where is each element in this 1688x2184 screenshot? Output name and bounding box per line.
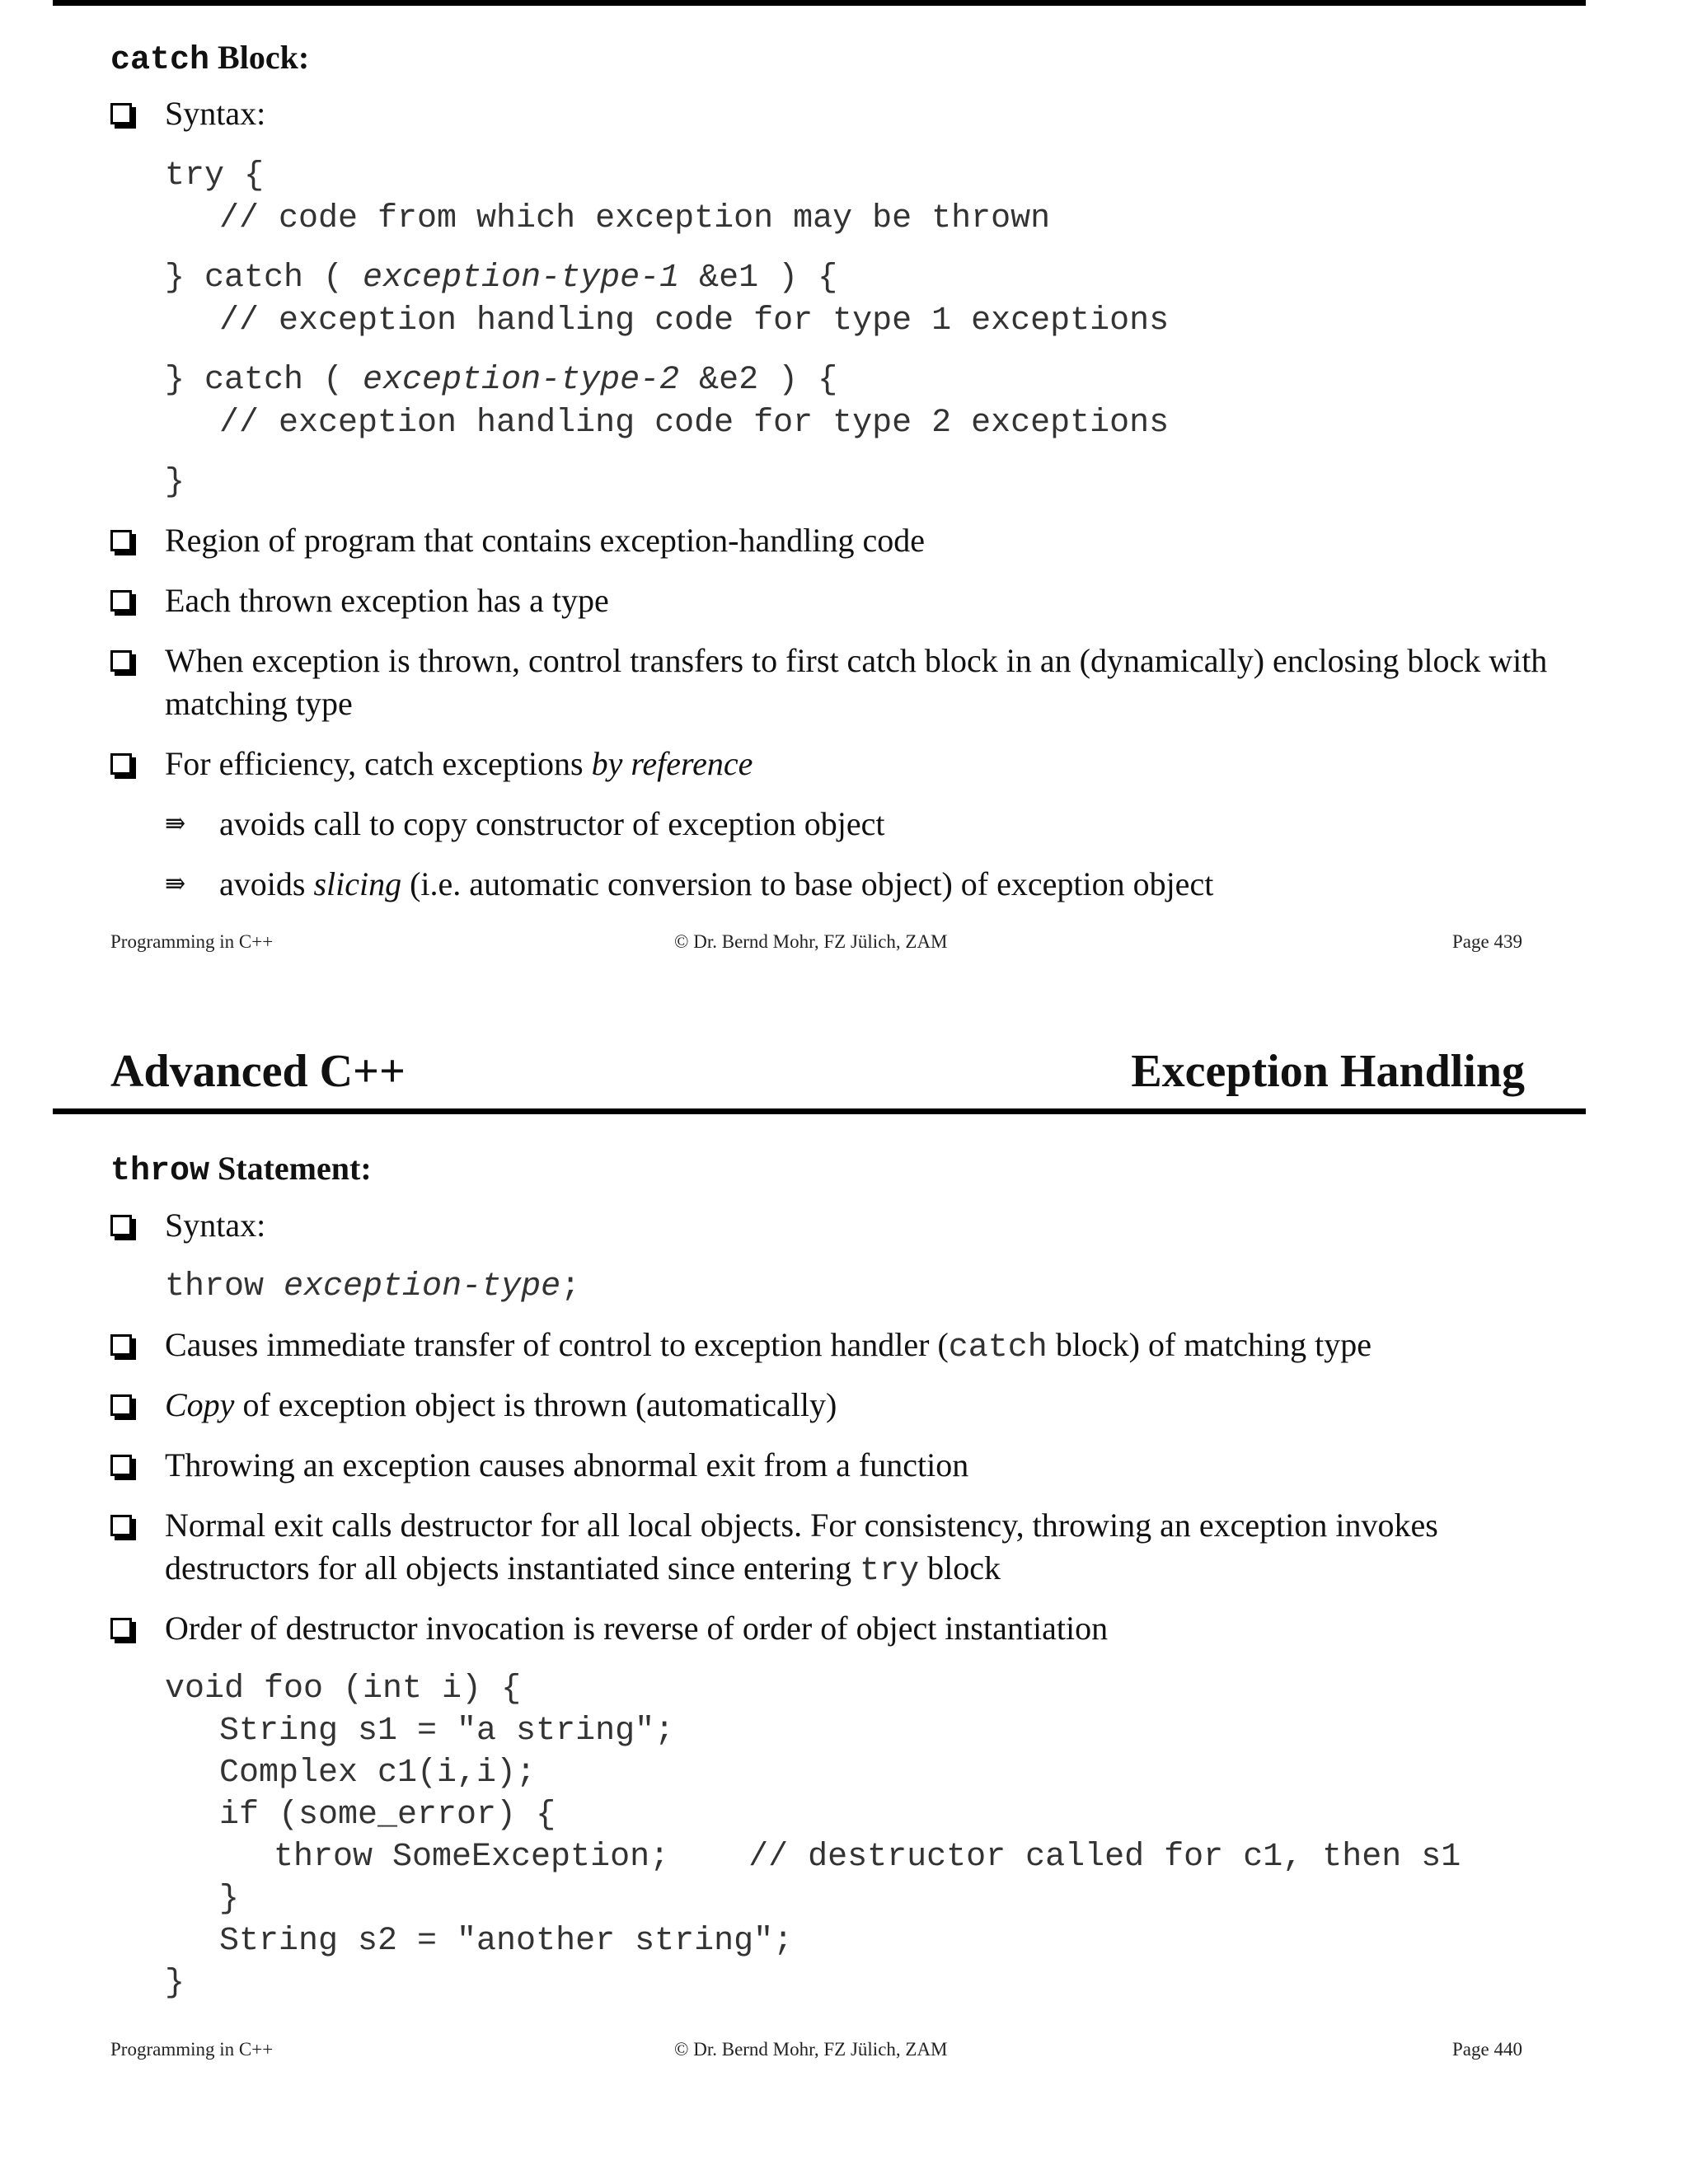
code-line: void foo (int i) {	[165, 1671, 522, 1708]
checkbox-bullet-icon	[110, 590, 132, 612]
code-part: &e1 ) {	[679, 260, 838, 297]
checkbox-bullet-icon	[110, 1618, 132, 1639]
text-part: block) of matching type	[1047, 1326, 1372, 1363]
checkbox-bullet-icon	[110, 650, 132, 672]
code-part: &e2 ) {	[679, 362, 838, 399]
bullet-text	[165, 1324, 1566, 1370]
checkbox-bullet-icon	[110, 530, 132, 551]
arrow-bullet-icon: ⇛	[165, 810, 186, 837]
text-italic: slicing	[313, 865, 402, 902]
text-mono: try	[860, 1553, 920, 1590]
code-line	[165, 1266, 580, 1309]
header-title-left: Advanced C++	[110, 1046, 406, 1097]
code-line: }	[165, 1965, 185, 2002]
top-rule	[53, 0, 1586, 6]
bullet-text: Throwing an exception causes abnormal exit from a function	[165, 1446, 969, 1483]
bullet-text: Order of destructor invocation is reverse of order of object instantiation	[165, 1610, 1109, 1647]
code-line	[165, 257, 837, 300]
checkbox-bullet-icon	[110, 1515, 132, 1536]
footer-left: Programming in C++	[110, 931, 274, 952]
code-italic: exception-type-1	[363, 260, 680, 297]
code-line: try {	[165, 157, 265, 194]
checkbox-bullet-icon	[110, 1394, 132, 1416]
text-italic: Copy	[165, 1386, 235, 1423]
code-italic: exception-type	[284, 1268, 561, 1305]
sub-bullet-text: avoids call to copy constructor of exception object	[219, 805, 885, 842]
footer-page-number: Page 439	[1452, 931, 1522, 952]
bullet-text	[165, 743, 1566, 785]
code-line: // exception handling code for type 1 exceptions	[219, 302, 1170, 340]
text-italic: by reference	[591, 745, 753, 782]
text-part: Normal exit calls destructor for all local objects. For consistency, throwing an exception invokes destructors for all objects instantiated since entering	[165, 1507, 1438, 1586]
text-part: Causes immediate transfer of control to exception handler (	[165, 1326, 949, 1363]
text-mono: catch	[948, 1329, 1048, 1366]
code-part: } catch (	[165, 362, 363, 399]
code-line: Complex c1(i,i);	[219, 1755, 537, 1792]
code-part: ;	[560, 1268, 581, 1305]
arrow-bullet-icon: ⇛	[165, 870, 186, 898]
footer-page-number: Page 440	[1452, 2039, 1522, 2060]
code-line	[165, 359, 837, 402]
section-keyword: catch	[110, 42, 210, 79]
bullet-text: Syntax:	[165, 1207, 266, 1244]
checkbox-bullet-icon	[110, 1334, 132, 1356]
text-part: avoids	[219, 865, 314, 902]
bullet-text: Syntax:	[165, 95, 266, 132]
text-part: (i.e. automatic conversion to base object) of exception object	[401, 865, 1214, 902]
code-part: throw	[165, 1268, 284, 1305]
header-title-right: Exception Handling	[1131, 1046, 1525, 1097]
section-title-catch	[110, 38, 309, 79]
section-title-rest: Block:	[209, 39, 310, 76]
code-line: }	[165, 464, 185, 501]
header-rule	[53, 1108, 1586, 1114]
code-line: throw SomeException; // destructor called for c1, then s1	[274, 1839, 1461, 1876]
text-part: of exception object is thrown (automatically)	[234, 1386, 837, 1423]
checkbox-bullet-icon	[110, 103, 132, 124]
text-part: block	[919, 1549, 1001, 1586]
section-keyword: throw	[110, 1153, 210, 1190]
sub-bullet-text	[219, 863, 1213, 906]
code-line: // exception handling code for type 2 exceptions	[219, 405, 1170, 442]
footer-center: © Dr. Bernd Mohr, FZ Jülich, ZAM	[674, 2039, 948, 2060]
checkbox-bullet-icon	[110, 753, 132, 775]
code-line: }	[219, 1881, 240, 1918]
code-line: if (some_error) {	[219, 1797, 556, 1834]
code-line: // code from which exception may be thrown	[219, 200, 1051, 237]
checkbox-bullet-icon	[110, 1215, 132, 1236]
code-line: String s1 = "a string";	[219, 1713, 675, 1750]
footer-left: Programming in C++	[110, 2039, 274, 2060]
text-part: For efficiency, catch exceptions	[165, 745, 592, 782]
footer-center: © Dr. Bernd Mohr, FZ Jülich, ZAM	[674, 931, 948, 952]
bullet-text: Each thrown exception has a type	[165, 582, 609, 619]
code-line: String s2 = "another string";	[219, 1923, 794, 1960]
code-italic: exception-type-2	[363, 362, 680, 399]
section-title-rest: Statement:	[209, 1150, 372, 1187]
checkbox-bullet-icon	[110, 1455, 132, 1476]
bullet-text	[165, 1504, 1566, 1593]
bullet-text	[165, 1384, 1566, 1427]
bullet-text: Region of program that contains exception-handling code	[165, 522, 925, 559]
code-part: } catch (	[165, 260, 363, 297]
bullet-text: When exception is thrown, control transfers to first catch block in an (dynamically) enclosing block with matching type	[165, 642, 1548, 722]
section-title-throw	[110, 1149, 372, 1190]
